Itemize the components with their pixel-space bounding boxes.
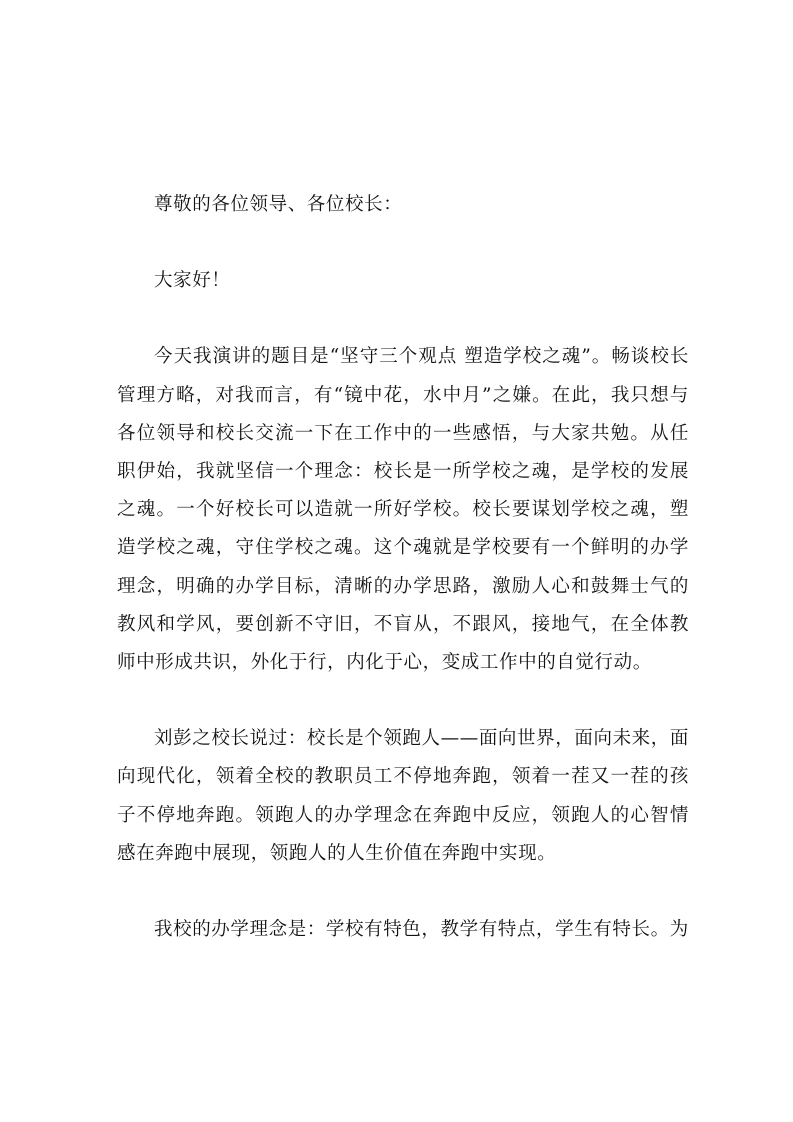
salutation: 尊敬的各位领导、各位校长： xyxy=(154,194,403,215)
greeting: 大家好！ xyxy=(154,270,231,292)
paragraph-gap xyxy=(117,300,689,338)
document-page xyxy=(117,186,689,949)
paragraph-topic: 今天我演讲的题目是“坚守三个观点 塑造学校之魂”。畅谈校长管理方略，对我而言，有“镜中花，水中月”之嫌。在此，我只想与各位领导和校长交流一下在工作中的一些感悟，与大家共勉。从任职伊始，我就坚信一个理念：校长是一所学校之魂，是学校的发展之魂。一个好校长可以造就一所好学校。校长要谋划学校之魂，塑造学校之魂，守住学校之魂。这个魂就是学校要有一个鲜明的办学理念，明确的办学目标，清晰的办学思路，激励人心和鼓舞士气的教风和学风，要创新不守旧，不盲从，不跟风，接地气，在全体教师中形成共识，外化于行，内化于心，变成工作中的自觉行动。 xyxy=(117,346,689,674)
paragraph-gap xyxy=(117,224,689,262)
paragraph-gap xyxy=(117,682,689,720)
paragraph-school-philosophy: 我校的办学理念是：学校有特色，教学有特点，学生有特长。为 xyxy=(154,919,689,941)
paragraph-leader-quote: 刘彭之校长说过：校长是个领跑人——面向世界，面向未来，面向现代化，领着全校的教职员工不停地奔跑，领着一茬又一茬的孩子不停地奔跑。领跑人的办学理念在奔跑中反应，领跑人的心智情感在奔跑中展现，领跑人的人生价值在奔跑中实现。 xyxy=(117,728,689,864)
paragraph-gap xyxy=(117,873,689,911)
